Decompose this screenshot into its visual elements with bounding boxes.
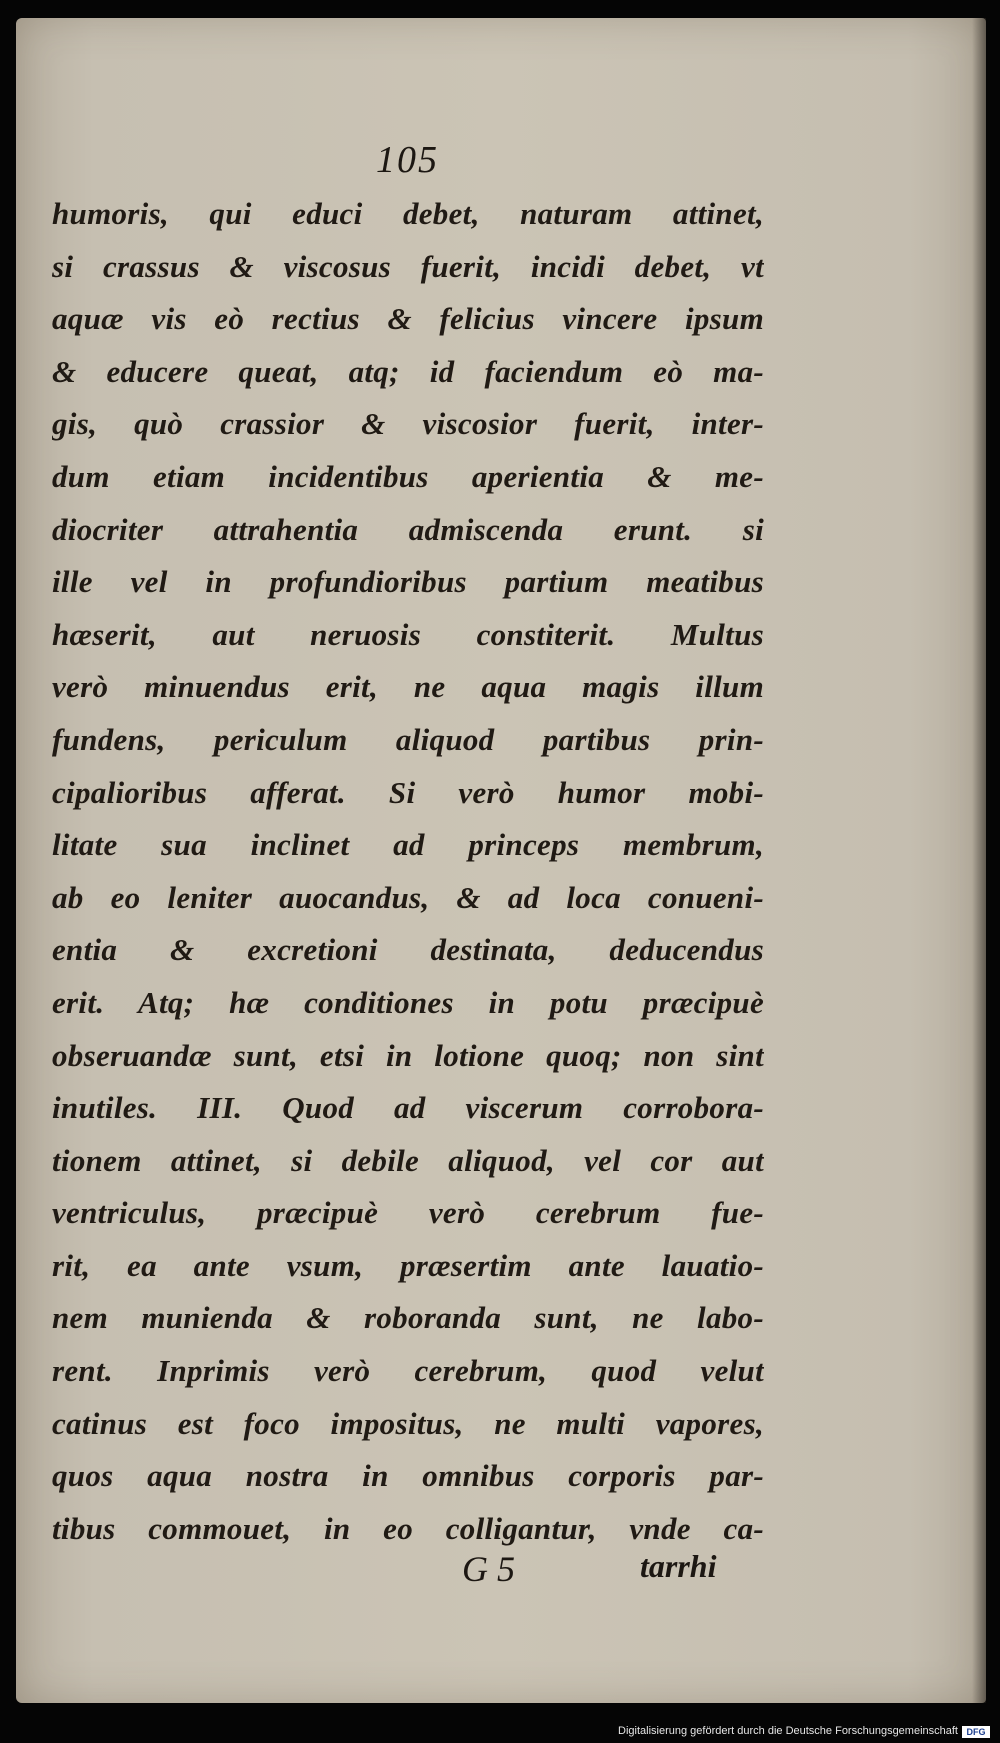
text-line: hæserit, aut neruosis constiterit. Multus	[52, 616, 764, 652]
text-line: & educere queat, atq; id faciendum eò ma-	[52, 353, 764, 389]
dfg-logo: DFG	[962, 1726, 990, 1738]
text-line: tionem attinet, si debile aliquod, vel cor aut	[52, 1142, 764, 1178]
text-line: litate sua inclinet ad princeps membrum,	[52, 827, 764, 863]
text-line: entia & excretioni destinata, deducendus	[52, 932, 764, 968]
text-line: obseruandæ sunt, etsi in lotione quoq; non sint	[52, 1037, 764, 1073]
text-line: tibus commouet, in eo colligantur, vnde ca-	[52, 1510, 764, 1546]
text-line: rent. Inprimis verò cerebrum, quod velut	[52, 1353, 764, 1389]
text-line: ille vel in profundioribus partium meatibus	[52, 564, 764, 600]
book-page	[16, 18, 986, 1703]
text-line: diocriter attrahentia admiscenda erunt. si	[52, 511, 764, 547]
digitization-credit: Digitalisierung gefördert durch die Deutsche Forschungsgemeinschaft	[618, 1725, 958, 1737]
text-line: dum etiam incidentibus aperientia & me-	[52, 458, 764, 494]
text-line: humoris, qui educi debet, naturam attinet,	[52, 196, 764, 231]
text-line: fundens, periculum aliquod partibus prin-	[52, 721, 764, 757]
text-line: aquæ vis eò rectius & felicius vincere ipsum	[52, 301, 764, 337]
page-number: 105	[376, 139, 439, 181]
text-line: verò minuendus erit, ne aqua magis illum	[52, 669, 764, 705]
catchword-row	[16, 1548, 986, 1598]
text-line: ventriculus, præcipuè verò cerebrum fue-	[52, 1195, 764, 1231]
text-line: cipalioribus afferat. Si verò humor mobi-	[52, 774, 764, 810]
text-line: catinus est foco impositus, ne multi vapores,	[52, 1405, 764, 1441]
body-text	[52, 188, 764, 1555]
page-edge-shadow	[972, 18, 986, 1703]
catchword: tarrhi	[640, 1548, 717, 1584]
text-line: inutiles. III. Quod ad viscerum corrobora-	[52, 1090, 764, 1126]
text-line: erit. Atq; hæ conditiones in potu præcipuè	[52, 984, 764, 1020]
text-line: si crassus & viscosus fuerit, incidi debet, vt	[52, 248, 764, 284]
text-line: rit, ea ante vsum, præsertim ante lauatio-	[52, 1247, 764, 1283]
text-line: nem munienda & roboranda sunt, ne labo-	[52, 1300, 764, 1336]
signature-mark: G 5	[462, 1549, 515, 1589]
text-line: quos aqua nostra in omnibus corporis par-	[52, 1458, 764, 1494]
text-line: ab eo leniter auocandus, & ad loca conueni-	[52, 879, 764, 915]
text-line: gis, quò crassior & viscosior fuerit, inter-	[52, 406, 764, 442]
